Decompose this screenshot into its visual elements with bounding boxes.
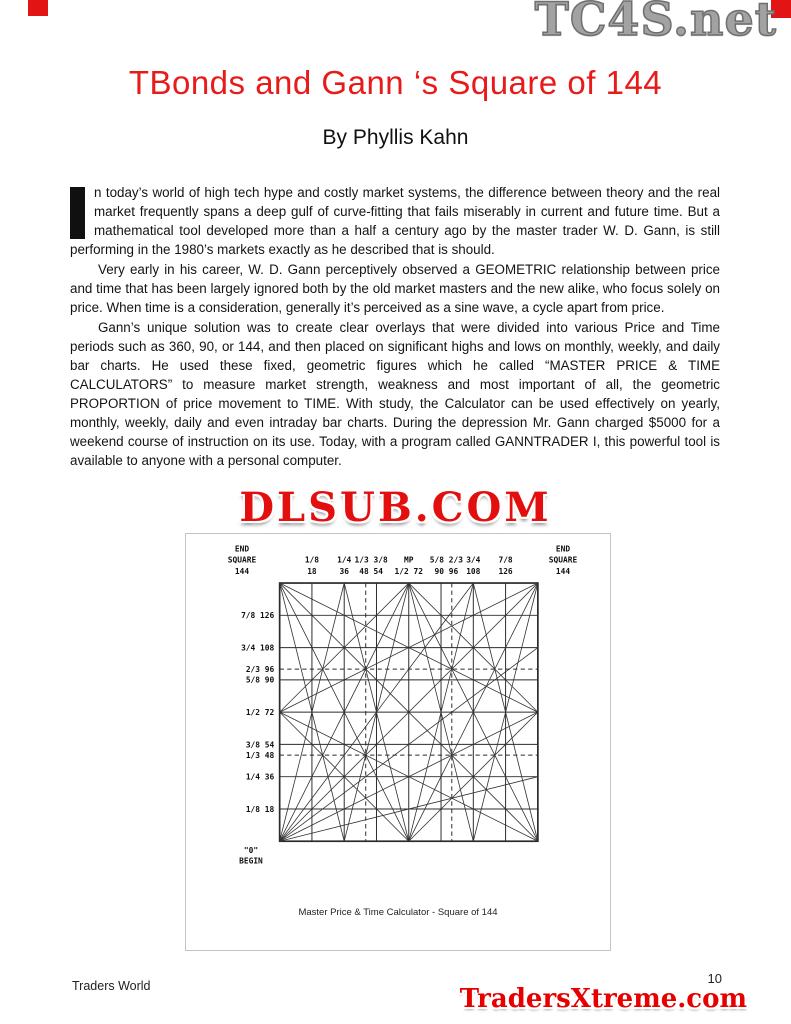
dlsub-watermark: DLSUB.COM [239, 484, 552, 531]
top-axis-label: 90 96 [434, 567, 459, 577]
gann-square-diagram [190, 540, 606, 895]
top-axis-label: 3/4 [466, 555, 481, 565]
end-square-right-label: END [555, 544, 571, 554]
left-axis-label: 7/8 126 [241, 611, 275, 621]
left-axis-label: 3/4 108 [241, 643, 275, 653]
left-axis-labels [241, 611, 274, 814]
left-axis-label: 5/8 90 [245, 675, 275, 685]
top-axis-label: 7/8 [498, 555, 513, 565]
top-axis-label: MP [404, 555, 414, 565]
figure-caption: Master Price & Time Calculator - Square of 144 [298, 907, 498, 919]
begin-label: "0" [243, 845, 259, 855]
end-square-right-label: 144 [555, 567, 571, 577]
gann-square-figure [185, 533, 611, 951]
article-body [70, 183, 720, 471]
top-axis-label: 1/4 [337, 555, 352, 565]
top-axis-label: 48 54 [359, 567, 383, 577]
begin-label: BEGIN [239, 856, 263, 866]
tc4s-watermark: TC4S.net [534, 0, 777, 46]
red-corner-mark-left [28, 0, 48, 16]
left-axis-label: 1/8 18 [245, 804, 275, 814]
journal-name: Traders World [72, 979, 151, 993]
top-axis-label: 126 [498, 567, 513, 577]
top-axis-label: 5/8 2/3 [429, 555, 464, 565]
end-square-left-label: END [234, 544, 250, 554]
top-axis-label: 1/8 [304, 555, 320, 565]
paragraph-1-text: n today’s world of high tech hype and costly market systems, the difference between theory and the real market frequently spans a deep gulf of curve-fitting that fails miserably in current and future time. But a mathematical tool developed more than a half a century ago by the master trader W. D. Gann, is still performing in the 1980’s markets exactly as he described that is should. [70, 185, 720, 257]
top-axis-label: 1/2 72 [394, 567, 423, 577]
top-axis-label: 18 [307, 567, 317, 577]
article-title: TBonds and Gann ‘s Square of 144 [128, 64, 663, 101]
article-byline: By Phyllis Kahn [322, 126, 469, 149]
end-square-left-label: 144 [234, 567, 250, 577]
end-square-left-label: SQUARE [227, 555, 257, 565]
end-square-right-label: SQUARE [548, 555, 578, 565]
top-axis-label: 36 [339, 567, 349, 577]
page-number: 10 [707, 971, 722, 986]
left-axis-label: 3/8 54 [245, 740, 275, 750]
top-axis-label: 1/3 3/8 [354, 555, 388, 565]
tradersxtreme-watermark: TradersXtreme.com [459, 984, 747, 1014]
left-axis-label: 2/3 96 [245, 664, 275, 674]
drop-cap: I [70, 187, 84, 239]
paragraph-3: Gann’s unique solution was to create clear overlays that were divided into various Price and Time periods such as 360, 90, or 144, and then placed on significant highs and lows on monthly, weekly, and daily bar charts. He used these fixed, geometric figures which he called “MASTER PRICE & TIME CALCULATORS” to measure market strength, weakness and most important of all, the geometric PROPORTION of price movement to TIME. With study, the Calculator can be used effectively on yearly, monthly, weekly, daily and even intraday bar charts. During the depression Mr. Gann charged $5000 for a weekend course of instruction on its use. Today, with a program called GANNTRADER I, this powerful tool is available to anyone with a personal computer. [70, 320, 720, 468]
top-axis-label: 108 [466, 567, 481, 577]
paragraph-1 [70, 183, 720, 259]
left-axis-label: 1/3 48 [245, 751, 275, 761]
left-axis-label: 1/4 36 [245, 772, 275, 782]
left-axis-label: 1/2 72 [245, 708, 275, 718]
paragraph-2: Very early in his career, W. D. Gann perceptively observed a GEOMETRIC relationship between price and time that has been largely ignored both by the old market masters and the new alike, who focus solely on price. When time is a consideration, generally it’s perceived as a sine wave, a cycle apart from price. [70, 262, 720, 315]
